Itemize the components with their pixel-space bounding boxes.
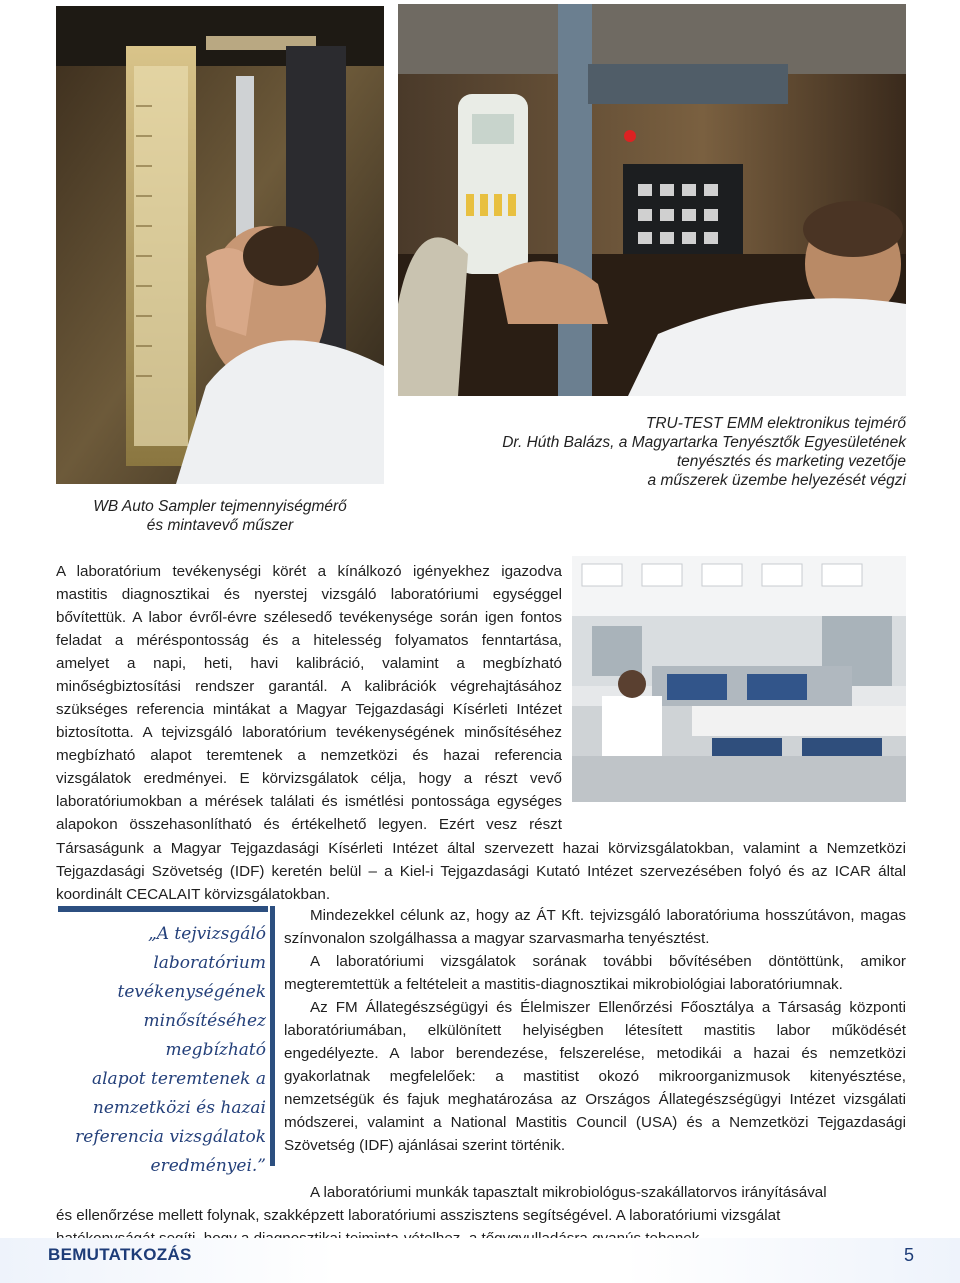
text-line: vizsgálatok eredményei. E körvizsgálatok célja, hogy a részt vevő — [56, 770, 562, 787]
text-line: színvonalon szolgálhassa a magyar szarvasmarha tenyésztést. — [284, 930, 710, 947]
text-line: bővítettük. A labor évről-évre szélesedő tevékenysége során igen fontos — [56, 609, 562, 626]
text-line: szükséges referencia mintákat a Magyar Tejgazdasági Kísérleti Intézet — [56, 701, 562, 718]
photo-wb-auto-sampler — [56, 6, 384, 484]
page-number: 5 — [904, 1245, 915, 1265]
text-line: mastitis diagnosztikai és nyerstej vizsgáló laboratóriumi egységgel — [56, 586, 562, 603]
caption-line: tenyésztés és marketing vezetője — [676, 453, 906, 470]
text-line: laboratóriumában, elkülönített helyiségben létesített mastitis labor működését — [284, 1022, 906, 1039]
caption-line: WB Auto Sampler tejmennyiségmérő — [93, 498, 347, 515]
pull-quote — [60, 920, 266, 1181]
body-paragraph-1 — [56, 560, 562, 836]
text-line: nemzetségük és fajuk meghatározása az Országos Állategészségügyi Intézet vizsgálati — [284, 1091, 906, 1108]
text-line: A laboratóriumi vizsgálatok sorának további bővítésében döntöttünk, amikor — [310, 953, 906, 970]
photo-laboratory — [572, 556, 906, 802]
text-line: laboratóriumokban a mérések találati és ismétlési pontossága egységes — [56, 793, 562, 810]
text-line: és ellenőrzése mellett folynak, szakképzett laboratóriumi asszisztens segítségével. A laboratóriumi vizsgálat — [56, 1207, 781, 1224]
quote-line: laboratórium — [153, 953, 266, 973]
quote-line: alapot teremtenek a — [91, 1069, 266, 1089]
quote-line: nemzetközi és hazai — [92, 1098, 266, 1118]
text-line: A laboratórium tevékenységi körét a kínálkozó igényekhez igazodva — [56, 563, 562, 580]
text-line: megbízható alapot teremtenek a nemzetközi és hazai referencia — [56, 747, 562, 764]
text-line: Tejgazdasági Szövetség (IDF) keretén belül – a Kiel-i Tejgazdasági Kutató Intézet szervezésében folyó és az ICAR által — [56, 863, 906, 880]
photo-caption-wb-auto-sampler — [56, 497, 384, 535]
text-line: Társaságunk a Magyar Tejgazdasági Kísérleti Intézet által szervezett hazai körvizsgálatokban, valamint a Nemzetközi — [56, 840, 906, 857]
quote-rule-right — [270, 906, 275, 1166]
text-line: Mindezekkel célunk az, hogy az ÁT Kft. tejvizsgáló laboratóriuma hosszútávon, magas — [310, 907, 906, 924]
text-line: feladat a méréspontosság és a hitelesség folyamatos fenntartása, — [56, 632, 562, 649]
quote-line: minősítéséhez megbízható — [143, 1011, 266, 1060]
text-line: biztosította. A tejvizsgáló laboratórium tevékenységének minősítéséhez — [56, 724, 562, 741]
quote-line: referencia vizsgálatok — [75, 1127, 266, 1147]
text-line: minőségbiztosítási rendszer garantál. A kalibrációk végrehajtásához — [56, 678, 562, 695]
caption-line: és mintavevő műszer — [146, 517, 294, 534]
photo-caption-tru-test — [380, 414, 906, 490]
text-line: módszerei, valamint a National Mastitis Council (USA) és a Nemzetközi Tejgazdasági — [284, 1114, 906, 1131]
caption-line: Dr. Húth Balázs, a Magyartarka Tenyésztők Egyesületének — [502, 434, 906, 451]
text-line: Szövetség (IDF) ajánlásai szerint történik. — [284, 1137, 566, 1154]
text-line: megteremtettük a feltételeit a mastitis-diagnosztikai mikrobiológiai laboratóriumnak. — [284, 976, 843, 993]
text-line: gyakorlatnak megfelelőek: a mastitist okozó mikroorganizmusok kitenyésztése, — [284, 1068, 906, 1085]
footer-section-title: BEMUTATKOZÁS — [48, 1245, 192, 1264]
photo-tru-test-emm — [398, 4, 906, 396]
text-line: engedélyezte. A labor berendezése, felszerelése, metodikái a hazai és nemzetközi — [284, 1045, 906, 1062]
quote-line: eredményei.” — [150, 1156, 266, 1176]
text-line: A laboratóriumi munkák tapasztalt mikrobiológus-szakállatorvos irányításával — [310, 1184, 827, 1201]
body-right-column — [284, 904, 906, 1157]
quote-line: „A tejvizsgáló — [147, 924, 266, 944]
text-line: koordinált CECALAIT körvizsgálatokban. — [56, 886, 331, 903]
caption-line: TRU-TEST EMM elektronikus tejmérő — [645, 415, 906, 432]
quote-line: tevékenységének — [117, 982, 266, 1002]
body-paragraph-1-continued — [56, 837, 906, 906]
caption-line: a műszerek üzembe helyezését végzi — [647, 472, 906, 489]
text-line: alapokon összehasonlítható és értékelhető legyen. Ezért vesz részt — [56, 816, 562, 833]
quote-rule-top — [58, 906, 268, 912]
text-line: amelyet a napi, heti, havi kalibráció, valamint a megbízható — [56, 655, 562, 672]
text-line: Az FM Állategészségügyi és Élelmiszer Ellenőrzési Főosztálya a Társaság központi — [310, 999, 906, 1016]
